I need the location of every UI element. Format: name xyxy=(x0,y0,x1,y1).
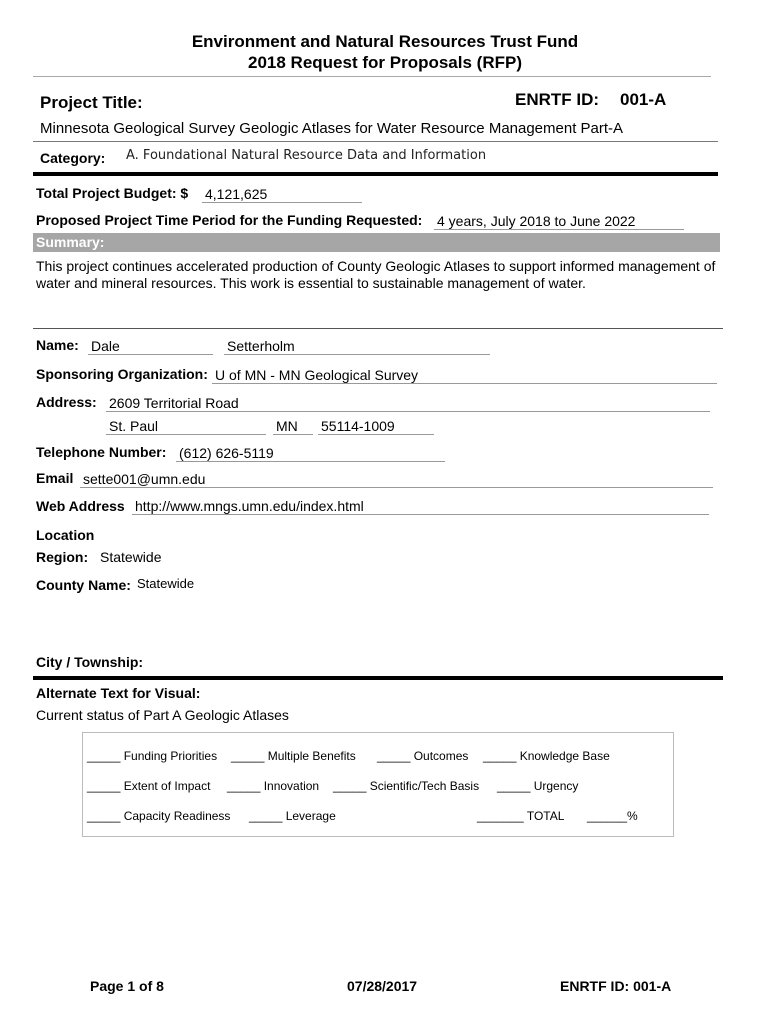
county-label: County Name: xyxy=(36,577,131,593)
score-funding-priorities: _____ Funding Priorities xyxy=(87,749,218,763)
email-field xyxy=(80,471,713,488)
first-name-value: Dale xyxy=(91,338,120,354)
score-urgency: _____ Urgency xyxy=(497,779,579,793)
enrtf-id-label: ENRTF ID: xyxy=(515,90,600,109)
header-divider xyxy=(33,76,711,77)
score-extent-of-impact: _____ Extent of Impact xyxy=(87,779,211,793)
visual-text: Current status of Part A Geologic Atlases xyxy=(36,707,289,723)
summary-bar xyxy=(33,233,720,252)
score-capacity-readiness: _____ Capacity Readiness xyxy=(87,809,231,823)
org-label: Sponsoring Organization: xyxy=(36,366,208,382)
web-label: Web Address xyxy=(36,498,125,514)
region-value: Statewide xyxy=(100,549,162,565)
budget-field xyxy=(202,186,362,203)
title-divider xyxy=(33,141,718,142)
state-value: MN xyxy=(276,418,298,434)
email-value: sette001@umn.edu xyxy=(83,471,206,487)
period-label: Proposed Project Time Period for the Funding Requested: xyxy=(36,212,423,228)
project-title-value: Minnesota Geological Survey Geologic Atlases for Water Resource Management Part-A xyxy=(40,120,624,137)
footer-page: Page 1 of 8 xyxy=(90,978,164,994)
score-outcomes: _____ Outcomes xyxy=(377,749,469,763)
last-name-value: Setterholm xyxy=(227,338,295,354)
period-field xyxy=(434,213,684,230)
category-value: A. Foundational Natural Resource Data and Information xyxy=(126,148,487,163)
budget-label: Total Project Budget: $ xyxy=(36,185,189,201)
score-total: _______ TOTAL xyxy=(477,809,565,823)
summary-label: Summary: xyxy=(36,234,105,250)
org-field xyxy=(212,367,717,384)
last-name-field xyxy=(224,338,490,355)
web-field xyxy=(132,498,709,515)
score-percent: ______% xyxy=(587,809,638,823)
first-name-field xyxy=(88,338,213,355)
state-field xyxy=(273,418,313,435)
email-label: Email xyxy=(36,470,74,486)
name-label: Name: xyxy=(36,337,79,353)
city-field xyxy=(106,418,266,435)
address-label: Address: xyxy=(36,394,97,410)
footer-date: 07/28/2017 xyxy=(347,978,418,994)
period-value: 4 years, July 2018 to June 2022 xyxy=(437,213,636,229)
phone-field xyxy=(176,445,445,462)
score-innovation: _____ Innovation xyxy=(227,779,320,793)
category-divider xyxy=(33,172,718,176)
region-label: Region: xyxy=(36,549,89,565)
visual-label: Alternate Text for Visual: xyxy=(36,685,201,701)
score-leverage: _____ Leverage xyxy=(249,809,336,823)
header-line2: 2018 Request for Proposals (RFP) xyxy=(248,53,522,72)
location-divider xyxy=(33,676,723,680)
street-value: 2609 Territorial Road xyxy=(109,395,239,411)
web-value: http://www.mngs.umn.edu/index.html xyxy=(135,498,364,514)
zip-field xyxy=(318,418,434,435)
summary-divider xyxy=(33,328,723,329)
enrtf-id-value: 001-A xyxy=(620,90,667,109)
city-value: St. Paul xyxy=(109,418,159,434)
org-value: U of MN - MN Geological Survey xyxy=(215,367,419,383)
county-value: Statewide xyxy=(137,576,195,591)
scoring-box xyxy=(82,732,674,837)
score-scientific-tech-basis: _____ Scientific/Tech Basis xyxy=(333,779,480,793)
phone-value: (612) 626-5119 xyxy=(179,445,274,461)
budget-value: 4,121,625 xyxy=(205,186,268,202)
summary-text: This project continues accelerated production of County Geologic Atlases to support informed management of water and mineral resources. This work is essential to sustainable management of water. xyxy=(36,258,716,291)
location-heading: Location xyxy=(36,527,95,543)
header-line1: Environment and Natural Resources Trust Fund xyxy=(191,32,579,51)
project-title-label: Project Title: xyxy=(40,93,143,112)
score-multiple-benefits: _____ Multiple Benefits xyxy=(231,749,356,763)
footer-id: ENRTF ID: 001-A xyxy=(560,978,672,994)
category-label: Category: xyxy=(40,150,106,166)
zip-value: 55114-1009 xyxy=(321,418,395,434)
city-township-label: City / Township: xyxy=(36,654,144,670)
phone-label: Telephone Number: xyxy=(36,444,167,460)
street-field xyxy=(106,395,710,412)
score-knowledge-base: _____ Knowledge Base xyxy=(483,749,610,763)
